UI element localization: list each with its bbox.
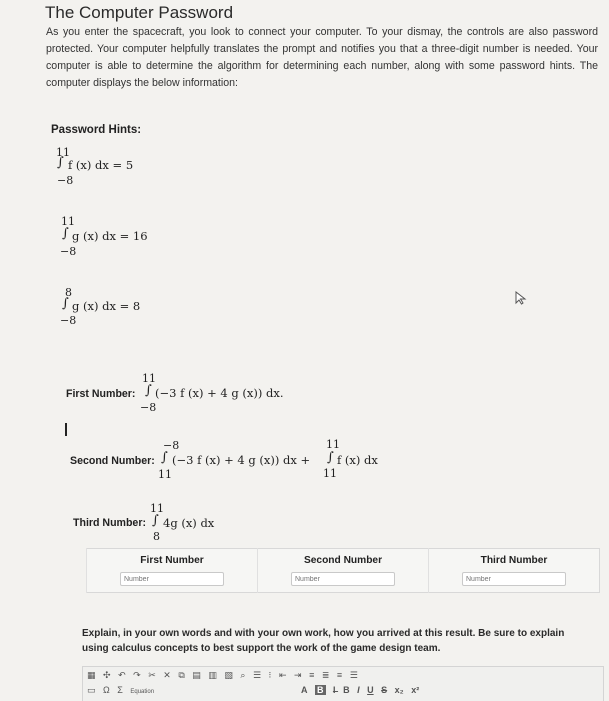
second-number-integrand-2: f (x) dx [337,453,378,467]
second-number-lower-limit: 11 [158,468,172,481]
answers-input-row [87,570,600,593]
bold-button[interactable]: B [343,685,350,695]
mouse-pointer-icon [514,291,528,305]
indent-icon[interactable]: ⇥ [294,670,302,680]
hint-3-integrand: g (x) dx = 8 [72,299,141,313]
second-number-upper-limit: −8 [163,439,180,452]
text-color-button[interactable]: A [301,685,308,695]
hint-3-lower-limit: −8 [60,314,77,327]
second-number-label: Second Number: [70,455,155,467]
table-icon[interactable]: ▭ [87,685,96,695]
paste-word-icon[interactable]: ▧ [224,670,233,680]
hint-1-upper-limit: 11 [56,146,70,159]
first-number-label: First Number: [66,388,136,400]
intro-paragraph: As you enter the spacecraft, you look to connect your computer. To your dismay, the controls are also password protected. Your computer helpfully translates the prompt and notifies you that a three-digit number is needed. Your computer is able to determine the algorithm for determining each number, along with some password hints. The computer displays the below information: [46,26,598,89]
first-number-lower-limit: −8 [140,401,157,414]
undo-icon[interactable]: ↶ [118,670,126,680]
delete-icon[interactable]: ✕ [163,670,171,680]
second-number-upper-limit-2: 11 [326,438,340,451]
align-right-icon[interactable]: ≡ [336,670,343,680]
third-number-lower-limit: 8 [153,530,160,543]
hint-2-integrand: g (x) dx = 16 [72,229,148,243]
align-center-icon[interactable]: ≣ [321,670,330,680]
toolbar-format-row [301,685,424,695]
copy-icon[interactable]: ⧉ [178,670,185,680]
text-cursor [65,423,67,436]
answers-table [86,548,600,593]
integral-sign-icon: ∫ [62,296,69,311]
third-number-header: Third Number [429,549,600,571]
clear-format-icon[interactable]: I̶ [333,685,336,695]
integral-sign-icon: ∫ [62,226,69,241]
integral-sign-icon: ∫ [161,450,168,465]
superscript-button[interactable]: x² [411,685,420,695]
first-number-input[interactable] [120,572,224,586]
first-number-header: First Number [87,549,258,571]
sigma-icon[interactable]: Σ [117,685,123,695]
hint-1-integrand: f (x) dx = 5 [68,158,134,172]
password-hints-label: Password Hints: [51,124,142,136]
hint-2-lower-limit: −8 [60,245,77,258]
third-number-upper-limit: 11 [150,502,164,515]
second-number-integrand: (−3 f (x) + 4 g (x)) dx + [172,453,311,467]
background-color-button[interactable]: B [317,685,324,695]
source-icon[interactable]: ▦ [87,670,96,680]
second-number-header: Second Number [258,549,429,571]
first-number-cell [87,570,258,593]
fullscreen-icon[interactable]: ✣ [103,670,111,680]
hint-2-upper-limit: 11 [61,215,75,228]
first-number-upper-limit: 11 [142,372,156,385]
integral-sign-icon: ∫ [327,450,334,465]
find-icon[interactable]: ⌕ [240,670,246,680]
toolbar-row-2 [87,685,159,696]
integral-sign-icon: ∫ [145,383,152,398]
subscript-button[interactable]: x₂ [394,685,404,695]
cut-icon[interactable]: ✂ [148,670,156,680]
outdent-icon[interactable]: ⇤ [278,670,287,680]
equation-button[interactable]: Equation [130,689,155,695]
numbered-list-icon[interactable]: ☰ [252,670,262,680]
underline-button[interactable]: U [367,685,374,695]
paste-icon[interactable]: ▤ [192,670,201,680]
third-number-input[interactable] [462,572,566,586]
third-number-integrand: 4g (x) dx [163,516,215,530]
paste-text-icon[interactable]: ▥ [208,670,217,680]
integral-sign-icon: ∫ [152,513,159,528]
redo-icon[interactable]: ↷ [133,670,141,680]
hint-3-upper-limit: 8 [65,286,72,299]
integral-sign-icon: ∫ [57,155,64,170]
toolbar-row-1 [87,670,363,681]
first-number-integrand: (−3 f (x) + 4 g (x)) dx. [155,386,284,400]
italic-button[interactable]: I [357,685,360,695]
second-number-lower-limit-2: 11 [323,467,337,480]
bulleted-list-icon[interactable]: ⁝ [268,670,272,680]
explain-prompt: Explain, in your own words and with your own work, how you arrived at this result. Be sure to explain using calculus concepts to best support the work of the game design team. [82,628,565,654]
second-number-cell [258,570,429,593]
second-number-input[interactable] [291,572,395,586]
hint-1-lower-limit: −8 [57,174,74,187]
response-editor-toolbar [82,666,604,701]
third-number-cell [429,570,600,593]
strikethrough-button[interactable]: S [381,685,388,695]
justify-icon[interactable]: ☰ [349,670,358,680]
omega-icon[interactable]: Ω [103,685,110,695]
page-title: The Computer Password [45,3,234,22]
answers-header-row [87,549,600,571]
third-number-label: Third Number: [73,517,146,529]
align-left-icon[interactable]: ≡ [309,670,315,680]
